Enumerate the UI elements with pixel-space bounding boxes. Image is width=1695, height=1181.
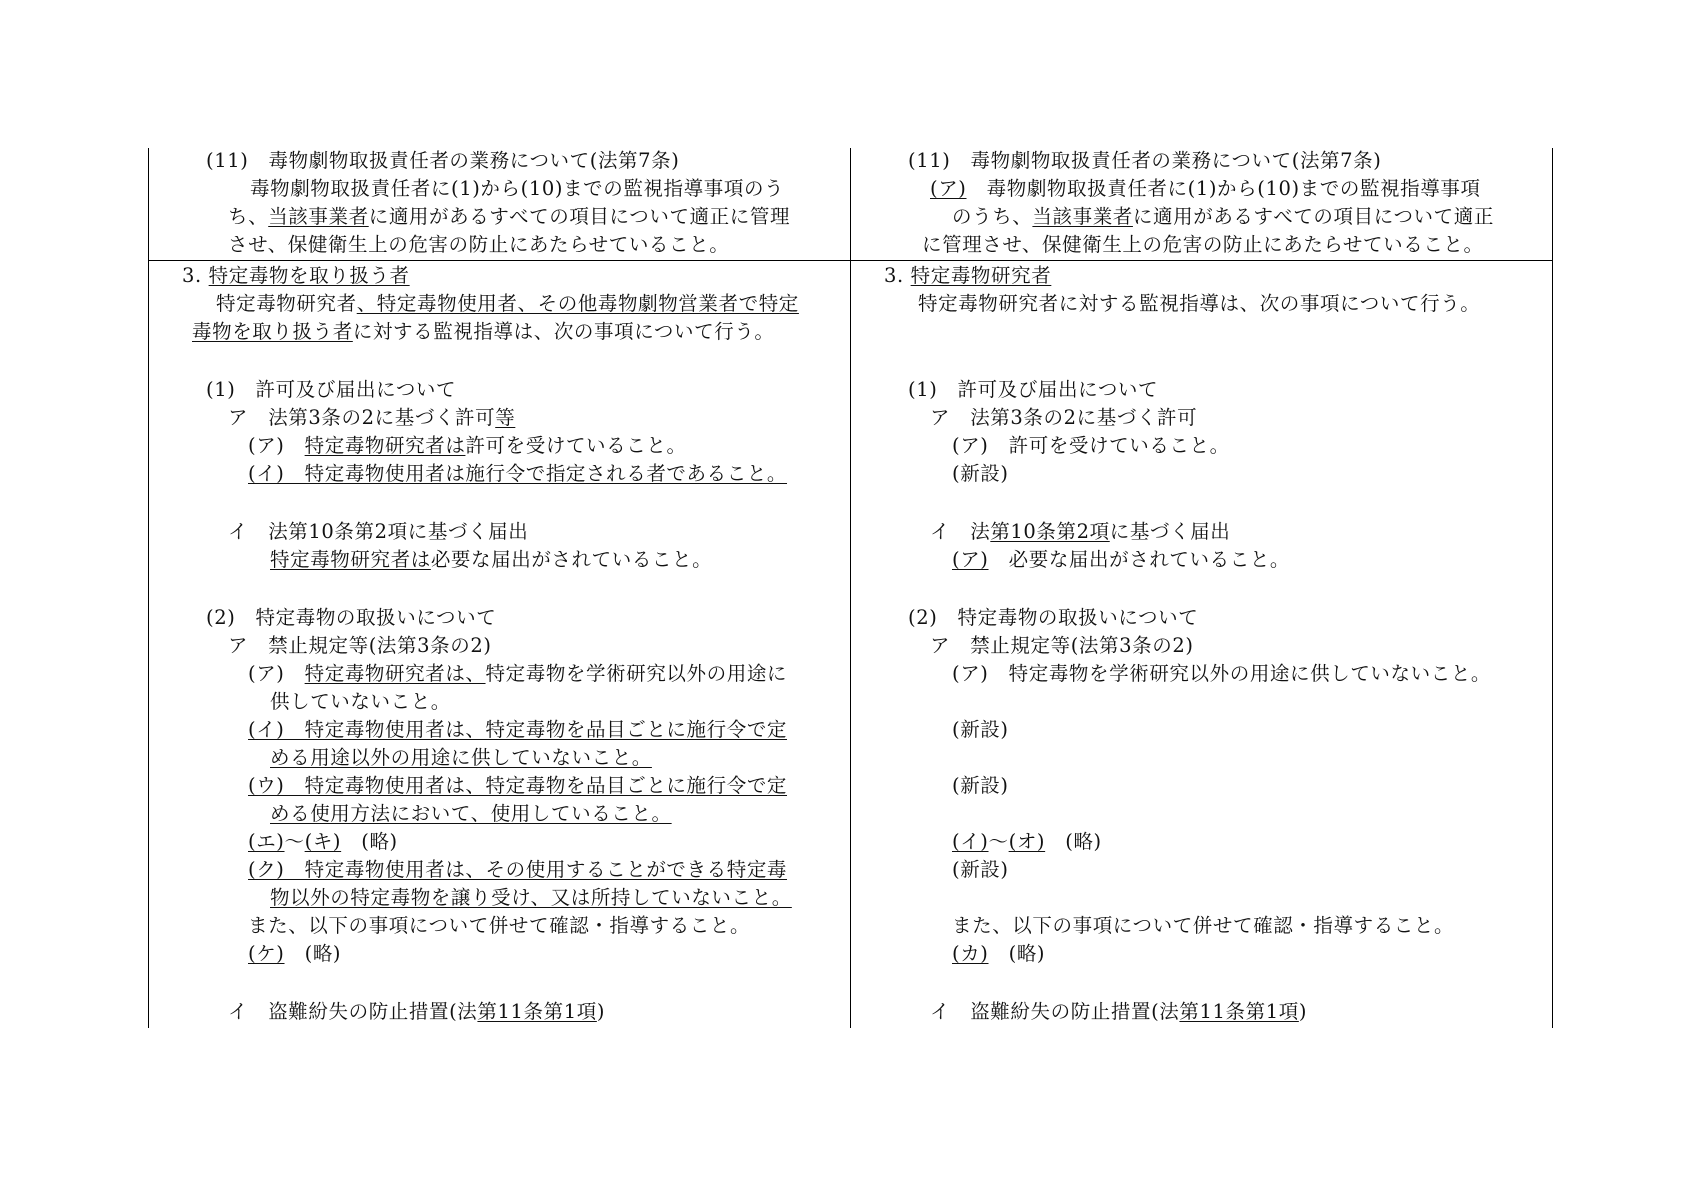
left-p2-also-item <box>248 940 341 968</box>
table-center-divider <box>850 148 851 1028</box>
underlined-span: 特定毒物研究者は <box>304 434 466 457</box>
text-span: に基づく届出 <box>1109 520 1231 543</box>
right-sec11-heading: (11) 毒物劇物取扱責任者の業務について(法第7条) <box>908 149 1382 172</box>
right-p1-a: ア 法第3条の2に基づく許可 <box>930 406 1198 429</box>
underlined-span: (ア) <box>952 548 989 571</box>
text-span: 特定毒物を学術研究以外の用途に <box>485 662 788 685</box>
underlined-span: 第10条第2項 <box>990 520 1110 543</box>
table-right-border <box>1552 148 1553 1028</box>
text-span: 必要な届出がされていること。 <box>430 548 713 571</box>
underlined-span: (エ) <box>248 830 285 853</box>
underlined-span: 等 <box>495 406 516 429</box>
text-span: (略) <box>1045 830 1102 853</box>
underlined-span: (ア) <box>930 177 967 200</box>
underlined-span: 毒物を取り扱う者 <box>192 320 353 343</box>
underlined-span: 、特定毒物使用者、その他毒物劇物営業者で特定 <box>356 292 799 315</box>
text-span: ) <box>1298 1000 1308 1023</box>
text-span: ～ <box>988 830 1009 853</box>
left-section3-intro-line2 <box>192 318 775 346</box>
left-p2-a-item5-line2: 物以外の特定毒物を譲り受け、又は所持していないこと。 <box>270 886 792 909</box>
right-p1-heading: (1) 許可及び届出について <box>908 378 1159 401</box>
text-span: (ア) <box>248 662 305 685</box>
text-span: イ <box>228 520 269 543</box>
right-p2-a: ア 禁止規定等(法第3条の2) <box>930 634 1194 657</box>
right-p2-heading: (2) 特定毒物の取扱いについて <box>908 606 1199 629</box>
left-section3-intro-line1 <box>216 290 799 318</box>
underlined-span: 当該事業者 <box>1032 205 1133 228</box>
right-sec11-line3: に管理させ、保健衛生上の危害の防止にあたらせていること。 <box>922 233 1484 256</box>
text-span: に適用があるすべての項目について適正 <box>1132 205 1494 228</box>
left-p2-also: また、以下の事項について併せて確認・指導すること。 <box>248 914 751 937</box>
text-span: 法第10条第2項に基づく届出 <box>268 520 529 543</box>
left-p1-heading: (1) 許可及び届出について <box>206 378 457 401</box>
right-p2-also: また、以下の事項について併せて確認・指導すること。 <box>952 914 1455 937</box>
text-span: 特定毒物研究者 <box>216 292 357 315</box>
left-p2-heading: (2) 特定毒物の取扱いについて <box>206 606 497 629</box>
section-number: 3. <box>182 264 202 287</box>
text-span: 毒物劇物取扱責任者に(1)から(10)までの監視指導事項 <box>966 177 1481 200</box>
right-p2-new2: (新設) <box>952 774 1009 797</box>
text-span: ) <box>596 1000 606 1023</box>
text-span: イ 法 <box>930 520 991 543</box>
left-p2-i <box>228 998 605 1026</box>
left-p2-a-item1 <box>248 660 787 688</box>
right-p1-a-item1: (ア) 許可を受けていること。 <box>952 434 1230 457</box>
underlined-span: 特定毒物研究者 <box>910 264 1052 287</box>
text-span: に適用があるすべての項目について適正に管理 <box>368 205 791 228</box>
left-p1-i-item <box>270 546 712 574</box>
underlined-span: (ケ) <box>248 942 285 965</box>
underlined-span: (カ) <box>952 942 989 965</box>
right-section3-heading <box>884 262 1051 290</box>
table-row-divider <box>148 260 1552 261</box>
underlined-span: 特定毒物研究者は <box>270 548 431 571</box>
right-p2-new3: (新設) <box>952 858 1009 881</box>
underlined-span: 第11条第1項 <box>477 1000 597 1023</box>
left-p1-a-item1 <box>248 432 687 460</box>
text-span: イ 盗難紛失の防止措置(法 <box>228 1000 478 1023</box>
text-span: ち、 <box>228 205 269 228</box>
table-left-border <box>148 148 149 1028</box>
left-p2-a-item2-line2: める用途以外の用途に供していないこと。 <box>270 746 652 769</box>
text-span: 法第3条の2に基づく許可 <box>268 406 496 429</box>
text-span: (略) <box>284 942 342 965</box>
right-p1-a-new: (新設) <box>952 462 1009 485</box>
right-p1-i <box>930 518 1230 546</box>
left-p2-a-item3-line1: (ウ) 特定毒物使用者は、特定毒物を品目ごとに施行令で定 <box>248 774 788 797</box>
underlined-span: 特定毒物研究者は、 <box>304 662 486 685</box>
text-span: ア <box>228 406 269 429</box>
text-span: (略) <box>988 942 1046 965</box>
text-span: のうち、 <box>952 205 1033 228</box>
left-sec11-line2 <box>228 203 790 231</box>
left-p1-i <box>228 518 528 546</box>
left-sec11-heading: (11) 毒物劇物取扱責任者の業務について(法第7条) <box>206 149 680 172</box>
text-span: (ア) <box>248 434 305 457</box>
right-p2-also-item <box>952 940 1045 968</box>
text-span: 許可を受けていること。 <box>465 434 687 457</box>
left-p2-a-item4 <box>248 828 398 856</box>
underlined-span: (オ) <box>1008 830 1046 853</box>
right-p2-a-item1: (ア) 特定毒物を学術研究以外の用途に供していないこと。 <box>952 662 1492 685</box>
left-p2-a-item3-line2: める使用方法において、使用していること。 <box>270 802 672 825</box>
right-p2-i <box>930 998 1307 1026</box>
text-span: に対する監視指導は、次の事項について行う。 <box>352 320 775 343</box>
text-span: イ 盗難紛失の防止措置(法 <box>930 1000 1180 1023</box>
underlined-span: (イ) <box>952 830 989 853</box>
right-sec11-line2 <box>952 203 1494 231</box>
right-p1-i-item <box>952 546 1290 574</box>
left-p2-a-item5-line1: (ク) 特定毒物使用者は、その使用することができる特定毒 <box>248 858 788 881</box>
text-span: (略) <box>341 830 398 853</box>
underlined-span: 特定毒物を取り扱う者 <box>208 264 410 287</box>
left-p2-a-item2-line1: (イ) 特定毒物使用者は、特定毒物を品目ごとに施行令で定 <box>248 718 788 741</box>
left-sec11-line1: 毒物劇物取扱責任者に(1)から(10)までの監視指導事項のう <box>250 177 785 200</box>
left-sec11-line3: させ、保健衛生上の危害の防止にあたらせていること。 <box>228 233 730 256</box>
underlined-span: 当該事業者 <box>268 205 369 228</box>
right-section3-intro: 特定毒物研究者に対する監視指導は、次の事項について行う。 <box>918 292 1481 315</box>
left-p1-a-item2: (イ) 特定毒物使用者は施行令で指定される者であること。 <box>248 462 788 485</box>
left-p2-a-item1-cont: 供していないこと。 <box>270 690 451 713</box>
right-p2-new1: (新設) <box>952 718 1009 741</box>
text-span: 必要な届出がされていること。 <box>988 548 1291 571</box>
right-sec11-line1 <box>930 175 1481 203</box>
right-p2-range <box>952 828 1102 856</box>
left-p2-a: ア 禁止規定等(法第3条の2) <box>228 634 492 657</box>
text-span: ～ <box>284 830 305 853</box>
underlined-span: (キ) <box>304 830 342 853</box>
underlined-span: 第11条第1項 <box>1179 1000 1299 1023</box>
left-section3-heading <box>182 262 410 290</box>
left-p1-a <box>228 404 515 432</box>
section-number: 3. <box>884 264 904 287</box>
